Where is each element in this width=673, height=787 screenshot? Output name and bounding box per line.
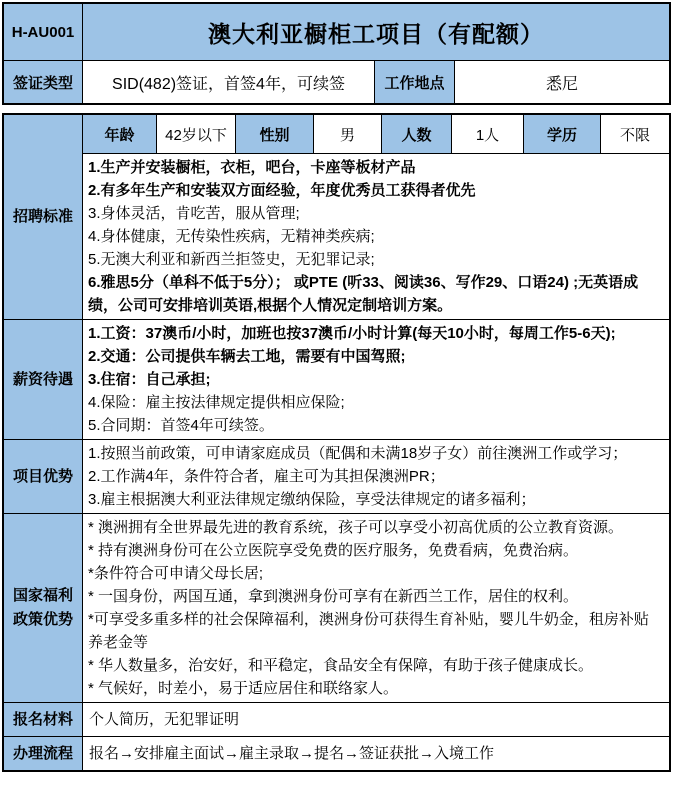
visa-type-value: SID(482)签证，首签4年，可续签 [82,61,374,103]
section-project-advantages [4,439,669,513]
section-application-materials [4,702,669,736]
gender-label: 性别 [235,115,313,153]
section-national-welfare [4,513,669,702]
section-label-project-advantages: 项目优势 [4,440,82,513]
visa-type-label: 签证类型 [4,61,82,103]
section-label-application-materials: 报名材料 [4,703,82,736]
welfare-line: * 华人数量多，治安好，和平稳定，食品安全有保障，有助于孩子健康成长。 [88,657,594,674]
work-location-value: 悉尼 [454,61,669,103]
section-recruit-criteria [4,115,669,319]
age-value: 42岁以下 [156,115,235,153]
education-label: 学历 [523,115,600,153]
header-row [4,4,669,60]
process-flow-body [82,737,669,770]
national-welfare-lines [83,514,669,702]
criteria-line: 1.生产并安装橱柜，衣柜，吧台，卡座等板材产品 [88,159,416,176]
section-salary-benefits [4,319,669,439]
salary-line: 5.合同期：首签4年可续签。 [88,417,274,434]
application-materials-body [82,703,669,736]
section-label-recruit-criteria: 招聘标准 [4,115,82,319]
salary-line: 1.工资：37澳币/小时，加班也按37澳币/小时计算(每天10小时，每周工作5-6天); [88,325,616,342]
salary-line: 3.住宿：自己承担; [88,371,211,388]
welfare-line: *可享受多重多样的社会保障福利，澳洲身份可获得生育补贴，婴儿牛奶金，租房补贴养老金等 [88,611,649,651]
criteria-line: 6.雅思5分（单科不低于5分）； 或PTE (听33、阅读36、写作29、口语24) ;无英语成绩，公司可安排培训英语,根据个人情况定制培训方案。 [88,274,639,314]
recruit-criteria-body [82,115,669,319]
advantage-line: 2.工作满4年，条件符合者，雇主可为其担保澳洲PR； [88,468,445,485]
welfare-line: * 气候好，时差小，易于适应居住和联络家人。 [88,680,399,697]
welfare-line: * 持有澳洲身份可在公立医院享受免费的医疗服务，免费看病，免费治病。 [88,542,579,559]
age-label: 年龄 [83,115,156,153]
visa-row [4,60,669,103]
recruit-criteria-lines [83,154,669,319]
salary-benefits-body [82,320,669,439]
criteria-line: 3.身体灵活，肯吃苦，服从管理; [88,205,300,222]
headcount-value: 1人 [451,115,523,153]
project-code: H-AU001 [4,4,82,60]
welfare-line: * 一国身份，两国互通，拿到澳洲身份可享有在新西兰工作，居住的权利。 [88,588,579,605]
section-label-process-flow: 办理流程 [4,737,82,770]
criteria-line: 5.无澳大利亚和新西兰拒签史，无犯罪记录; [88,251,375,268]
project-advantages-body [82,440,669,513]
national-welfare-body [82,514,669,702]
table-spacer [2,105,671,113]
advantage-line: 1.按照当前政策，可申请家庭成员（配偶和未满18岁子女）前往澳洲工作或学习； [88,445,628,462]
salary-line: 2.交通：公司提供车辆去工地，需要有中国驾照; [88,348,406,365]
welfare-line: *条件符合可申请父母长居; [88,565,264,582]
work-location-label: 工作地点 [374,61,454,103]
project-advantages-lines [83,440,669,513]
main-table [2,113,671,772]
profile-row [83,115,669,154]
page-title: 澳大利亚橱柜工项目（有配额） [82,4,669,60]
section-process-flow [4,736,669,770]
gender-value: 男 [313,115,381,153]
advantage-line: 3.雇主根据澳大利亚法律规定缴纳保险，享受法律规定的诸多福利； [88,491,536,508]
top-table [2,2,671,105]
education-value: 不限 [600,115,669,153]
application-materials-value: 个人简历，无犯罪证明 [89,711,240,728]
section-label-national-welfare: 国家福利政策优势 [4,514,82,702]
welfare-line: * 澳洲拥有全世界最先进的教育系统，孩子可以享受小初高优质的公立教育资源。 [88,519,624,536]
salary-line: 4.保险：雇主按法律规定提供相应保险; [88,394,345,411]
salary-benefits-lines [83,320,669,439]
criteria-line: 4.身体健康，无传染性疾病，无精神类疾病; [88,228,375,245]
headcount-label: 人数 [381,115,451,153]
criteria-line: 2.有多年生产和安装双方面经验，年度优秀员工获得者优先 [88,182,476,199]
process-flow-value: 报名→安排雇主面试→雇主录取→提名→签证获批→入境工作 [89,745,495,762]
section-label-salary-benefits: 薪资待遇 [4,320,82,439]
